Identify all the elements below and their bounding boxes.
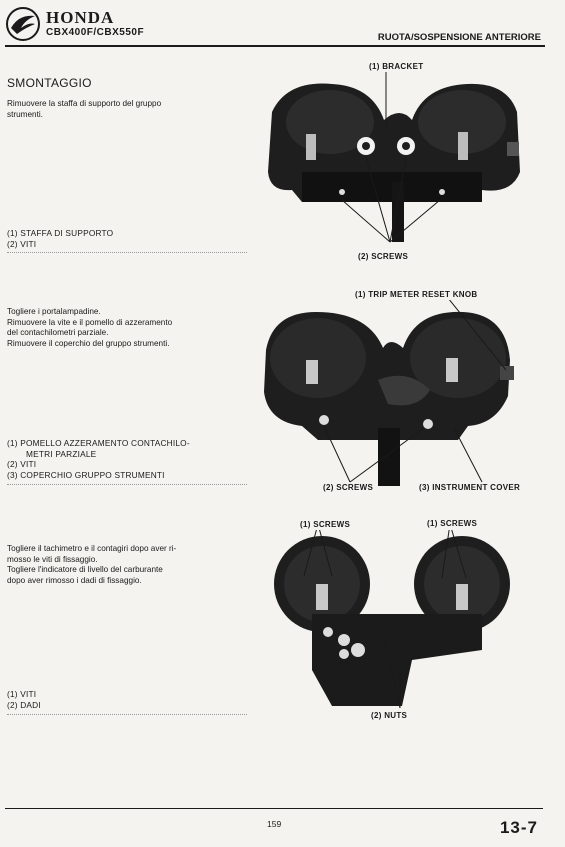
brand-name: HONDA bbox=[46, 8, 115, 27]
chapter-title: RUOTA/SOSPENSIONE ANTERIORE bbox=[377, 32, 541, 43]
fig1-label-screws: (2) SCREWS bbox=[358, 252, 409, 261]
instrument-cluster-photo-3 bbox=[272, 530, 537, 712]
legend-item: (2) DADI bbox=[7, 699, 41, 710]
step-2-text: Togliere i portalampadine. Rimuovere la vite e il pomello di azzeramento del contachilometri parziale. Rimuovere il coperchio del gruppo strumenti. bbox=[7, 307, 173, 348]
footer-rule bbox=[5, 808, 543, 809]
fig3-label-screws-left: (1) SCREWS bbox=[300, 520, 351, 529]
model-name: CBX400F/CBX550F bbox=[46, 27, 145, 38]
header-rule bbox=[5, 45, 545, 47]
instrument-cluster-photo-1 bbox=[262, 72, 527, 252]
fig2-label-trip-knob: (1) TRIP METER RESET KNOB bbox=[355, 290, 478, 299]
legend-item: (2) VITI bbox=[7, 238, 37, 249]
step-1-legend bbox=[7, 228, 247, 249]
fig2-label-instrument-cover: (3) INSTRUMENT COVER bbox=[419, 483, 521, 492]
step-1-text: Rimuovere la staffa di supporto del gruppo strumenti. bbox=[7, 99, 162, 119]
legend-item: (2) VITI bbox=[7, 459, 37, 469]
fig1-label-bracket: (1) BRACKET bbox=[369, 62, 424, 71]
page-reference: 13-7 bbox=[499, 818, 538, 837]
divider bbox=[7, 252, 247, 253]
legend-item: (1) POMELLO AZZERAMENTO CONTACHILO- bbox=[7, 438, 190, 448]
legend-item: METRI PARZIALE bbox=[26, 448, 97, 459]
step-2-legend bbox=[7, 438, 247, 480]
honda-wing-logo bbox=[5, 6, 41, 42]
fig3-label-nuts: (2) NUTS bbox=[371, 711, 408, 720]
divider bbox=[7, 714, 247, 715]
fig3-label-screws-right: (1) SCREWS bbox=[427, 519, 478, 528]
legend-item: (1) STAFFA DI SUPPORTO bbox=[7, 228, 114, 238]
fig2-label-screws: (2) SCREWS bbox=[323, 483, 374, 492]
legend-item: (3) COPERCHIO GRUPPO STRUMENTI bbox=[7, 469, 165, 480]
section-title: SMONTAGGIO bbox=[7, 76, 92, 90]
page-number: 159 bbox=[267, 819, 282, 829]
instrument-cluster-photo-2 bbox=[258, 300, 523, 486]
divider bbox=[7, 484, 247, 485]
step-3-legend bbox=[7, 689, 247, 710]
step-3-text: Togliere il tachimetro e il contagiri dopo aver ri- mosso le viti di fissaggio. Togliere l'indicatore di livello del carburante dopo aver rimosso i dadi di fissaggio. bbox=[7, 544, 177, 585]
legend-item: (1) VITI bbox=[7, 689, 37, 699]
